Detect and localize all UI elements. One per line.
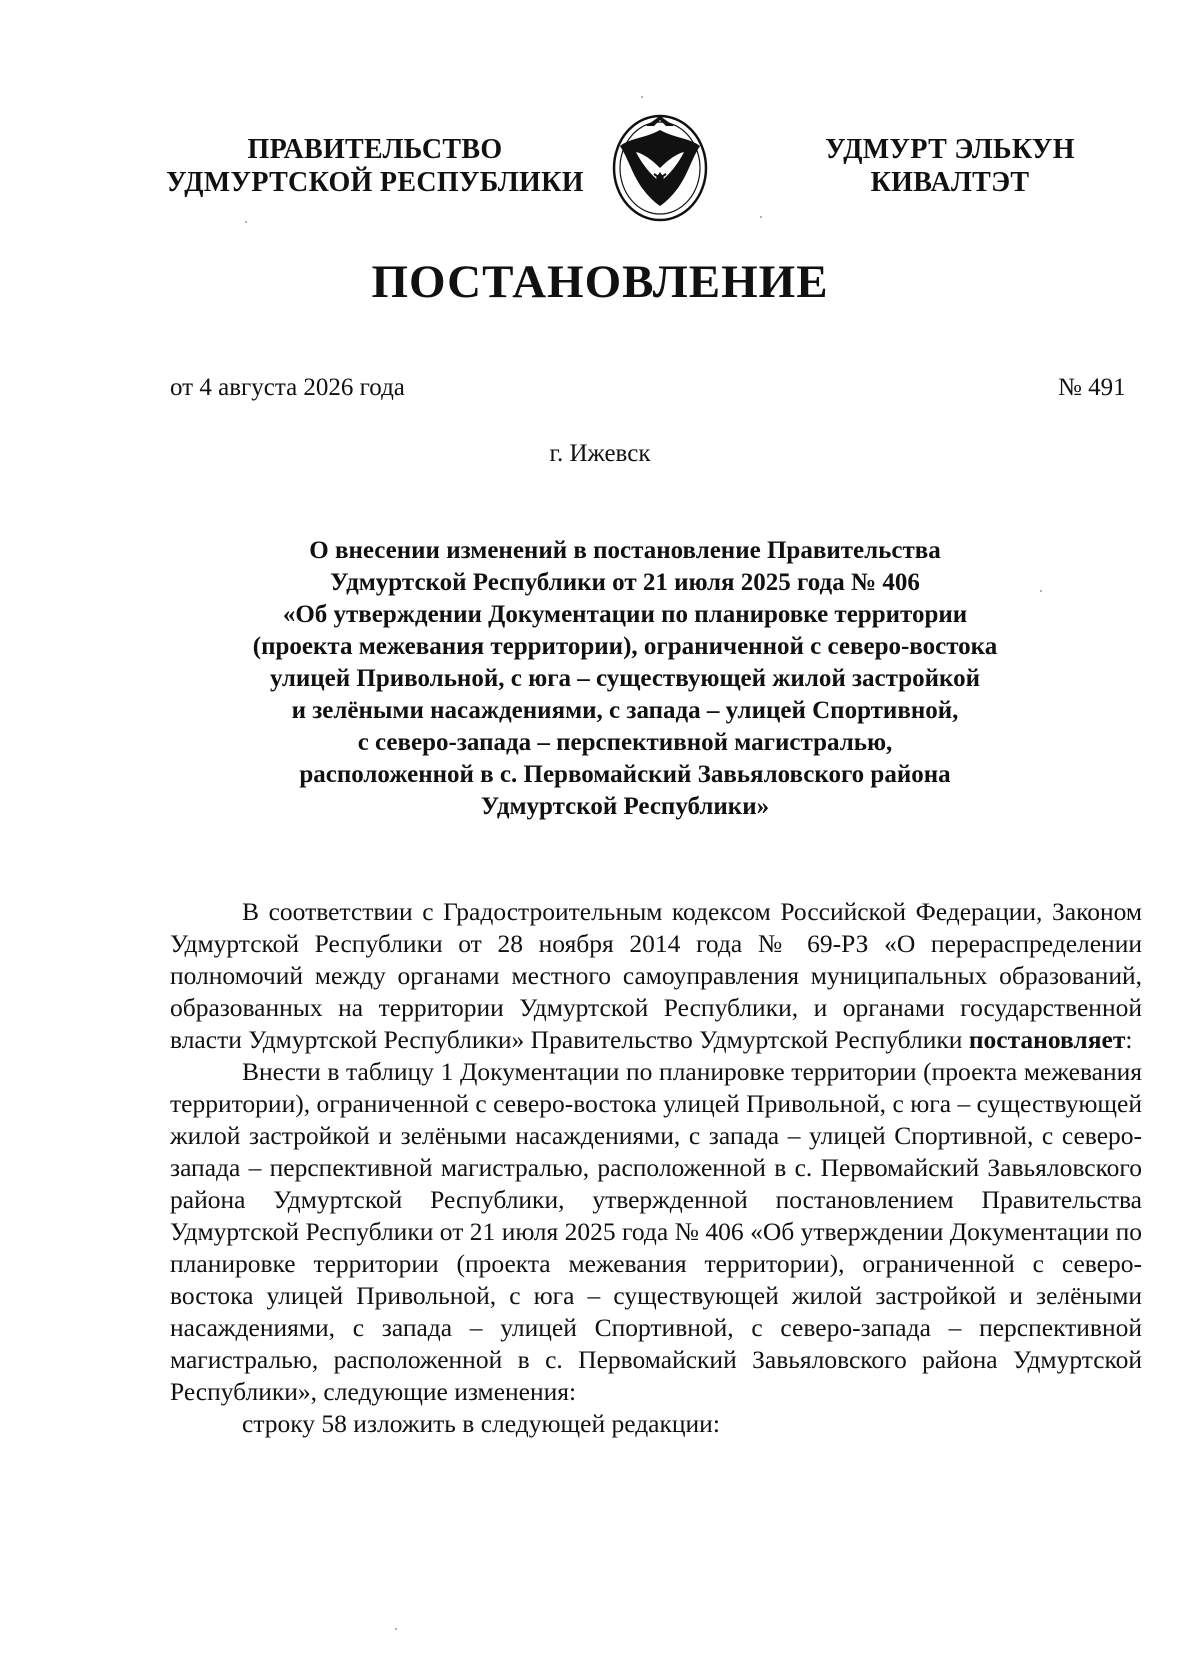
- subject-line: Удмуртской Республики»: [480, 793, 770, 820]
- issuer-russian-line2: УДМУРТСКОЙ РЕСПУБЛИКИ: [166, 167, 584, 198]
- document-subject: [200, 535, 1050, 823]
- subject-line: «Об утверждении Документации по планировке территории: [282, 601, 968, 628]
- document-body: [170, 896, 1142, 1440]
- subject-line: и зелёными насаждениями, с запада – улицей Спортивной,: [291, 697, 959, 724]
- udmurt-coat-of-arms-icon: [606, 108, 714, 224]
- document-title: ПОСТАНОВЛЕНИЕ: [371, 256, 829, 308]
- body-paragraph-amendment: Внести в таблицу 1 Документации по планировке территории (проекта межевания территории), ограниченной с северо-востока улицей Привольной, с юга – существующей жилой застройкой и зелёными насаждениями, с запада – улицей Спортивной, с северо-запада – перспективной магистралью, расположенной в с. Первомайский Завьяловского района Удмуртской Республики, утвержденной постановлением Правительства Удмуртской Республики от 21 июля 2025 года № 406 «Об утверждении Документации по планировке территории (проекта межевания территории), ограниченной с северо-востока улицей Привольной, с юга – существующей жилой застройкой и зелёными насаждениями, с запада – улицей Спортивной, с северо-запада – перспективной магистралью, расположенной в с. Первомайский Завьяловского района Удмуртской Республики», следующие изменения:: [170, 1057, 1142, 1406]
- subject-line: (проекта межевания территории), ограниченной с северо-востока: [252, 633, 998, 660]
- subject-line: улицей Привольной, с юга – существующей жилой застройкой: [269, 665, 981, 692]
- document-city: г. Ижевск: [549, 440, 651, 467]
- resolution-verb: постановляет: [968, 1025, 1126, 1054]
- issuer-udmurt-line2: КИВАЛТЭТ: [870, 167, 1030, 198]
- subject-line: расположенной в с. Первомайский Завьяловского района: [299, 761, 951, 788]
- issuer-udmurt: [800, 133, 1100, 199]
- scan-speck: [245, 221, 247, 223]
- preamble-text: В соответствии с Градостроительным кодексом Российской Федерации, Законом Удмуртской Республики от 28 ноября 2014 года № 69-РЗ «О перераспределении полномочий между органами местного самоуправления муниципальных образований, образованных на территории Удмуртской Республики, и органами государственной власти Удмуртской Республики» Правительство Удмуртской Республики: [170, 897, 1142, 1054]
- subject-line: с северо-запада – перспективной магистралью,: [357, 729, 893, 756]
- scan-speck: [641, 96, 643, 98]
- issuer-udmurt-line1: УДМУРТ ЭЛЬКУН: [825, 134, 1075, 165]
- scan-speck: [395, 1628, 397, 1630]
- body-paragraph-instruction: строку 58 изложить в следующей редакции:: [242, 1409, 720, 1438]
- issuer-russian-line1: ПРАВИТЕЛЬСТВО: [247, 134, 503, 165]
- subject-line: О внесении изменений в постановление Правительства: [309, 537, 941, 564]
- scan-speck: [760, 216, 762, 218]
- body-paragraph-preamble: [170, 896, 1142, 1056]
- preamble-end: :: [1125, 1025, 1133, 1054]
- document-number: № 491: [1058, 374, 1126, 401]
- scan-speck: [1040, 590, 1042, 592]
- document-date: от 4 августа 2026 года: [170, 374, 405, 401]
- subject-line: Удмуртской Республики от 21 июля 2025 года № 406: [330, 569, 920, 596]
- issuer-russian: [160, 133, 590, 199]
